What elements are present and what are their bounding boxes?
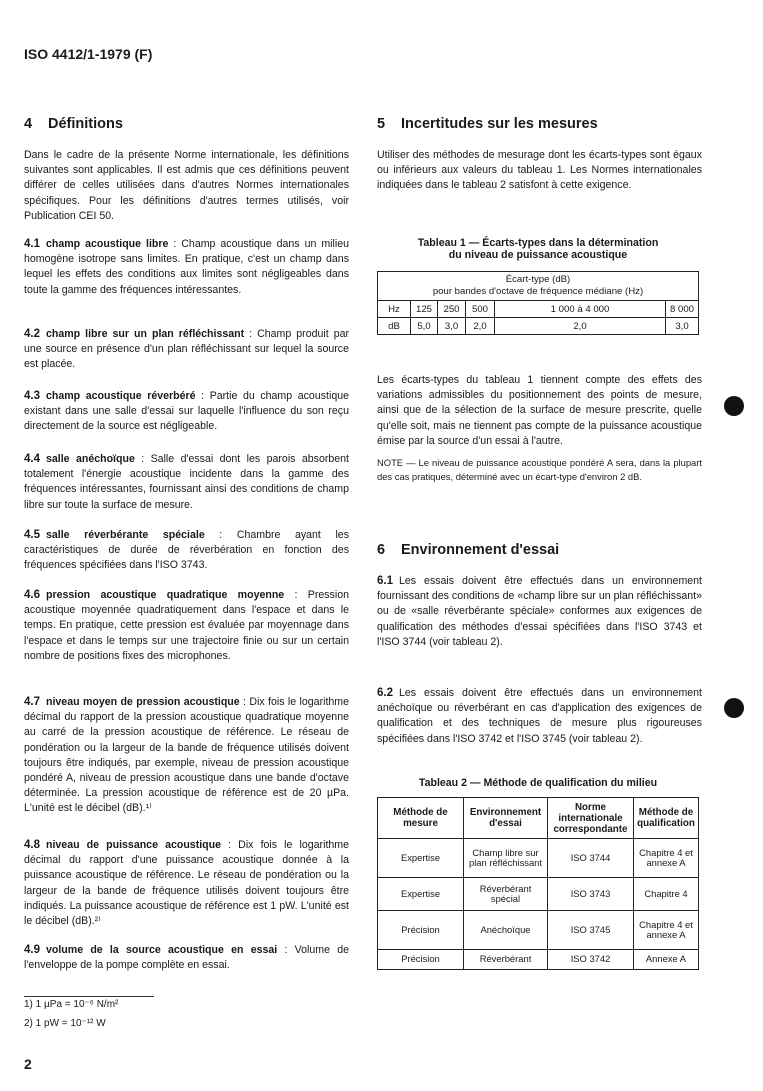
table-1-db-row [378,318,699,335]
section-6-title: Environnement d'essai [401,542,560,558]
definition-text: : Dix fois le logarithme décimal du rapport de la pression acoustique quadratique moyenne au carré de la pression acoustique de référence. Le réseau de pondération ou la largeur de la bande de fréquence utilisés doivent toujours être indiqués, par exemple, niveau de pression acoustique pondéré A, niveau de pression acoustique dans une bande d'octave déterminée. La pression acoustique de référence est de 20 µPa. L'unité est le décibel (dB).¹⁾ [24,696,350,815]
section-5-after-table: Les écarts-types du tableau 1 tiennent compte des effets des variations admissibles du positionnement des points de mesure, ainsi que de la sélection de la surface de mesure prescrite, quelle qu'elle soit, mais ne tiennent pas compte de la puissance acoustique émise par la source d'un essai à l'autre. [377,374,702,447]
definition-text: : Pression acoustique moyennée quadratiquement dans l'espace et dans le temps. En pratique, cette pression est évaluée par moyennage dans l'espace et dans le temps sur une trajectoire finie ou sur un certain nombre de positions fixes des microphones. [24,589,349,662]
table-1-hz-row [378,301,699,318]
definition-term: niveau moyen de pression acoustique [46,696,240,708]
table-header-cell: Environnement d'essai [464,798,548,839]
definition-4-5 [24,528,349,574]
table-1-caption [377,237,699,261]
paragraph-number: 6.1 [377,575,393,587]
table-cell: 2,0 [466,318,495,335]
definition-text: : Partie du champ acoustique existant dans une salle d'essai sur laquelle l'influence du son reçu directement de la source est négligeable. [24,390,349,433]
section-6-number: 6 [377,542,386,558]
table-header-cell: Norme internationale correspondante [548,798,634,839]
definition-term: champ acoustique réverbéré [46,390,196,402]
table-row [378,911,699,950]
definition-term: pression acoustique quadratique moyenne [46,589,285,601]
table-cell: Chapitre 4 et annexe A [634,839,699,878]
table-cell: ISO 3743 [548,878,634,911]
footnote-2: 2) 1 pW = 10⁻¹² W [24,1018,106,1029]
definition-4-8 [24,838,349,929]
table-cell: 8 000 [666,301,699,318]
table-1-header-line-2: pour bandes d'octave de fréquence médiane (Hz) [432,286,644,297]
table-cell: Précision [378,950,464,970]
table-1-caption-line-1: Tableau 1 — Écarts-types dans la détermination [417,237,659,249]
definition-term: salle anéchoïque [46,453,135,465]
definition-4-1 [24,237,349,298]
table-cell: 1 000 à 4 000 [495,301,666,318]
table-cell: Précision [378,911,464,950]
definition-number: 4.4 [24,453,40,465]
document-header: ISO 4412/1-1979 (F) [24,46,153,62]
paragraph-text: Les essais doivent être effectués dans un environnement anéchoïque ou réverbérant en cas d'application des exigences de qualification et des techniques de mesure plus rigoureuses spécifiées dans l'ISO 3742 et l'ISO 3745 (voir tableau 2). [377,687,702,745]
table-1-header-line-1: Écart-type (dB) [505,274,571,285]
table-cell: 3,0 [438,318,466,335]
table-2-caption: Tableau 2 — Méthode de qualification du milieu [418,777,658,789]
note-paragraph: NOTE — Le niveau de puissance acoustique pondéré A sera, dans la plupart des cas pratiques, déterminé avec un écart-type d'environ 2 dB. [377,457,702,482]
table-cell: ISO 3742 [548,950,634,970]
table-header-cell: Méthode de mesure [378,798,464,839]
table-1-header [378,272,699,301]
table-1 [377,271,699,335]
table-cell: 500 [466,301,495,318]
revision-mark-icon [724,396,744,416]
definition-term: volume de la source acoustique en essai [46,944,278,956]
paragraph-number: 6.2 [377,687,393,699]
section-4-heading [24,117,349,132]
definition-number: 4.3 [24,390,40,402]
footnote-1: 1) 1 µPa = 10⁻⁶ N/m² [24,999,119,1010]
footnote-separator [24,996,154,997]
table-row [378,839,699,878]
section-4-number: 4 [24,116,33,132]
paragraph-6-2 [377,686,702,747]
definition-term: niveau de puissance acoustique [46,839,221,851]
definition-number: 4.5 [24,529,40,541]
definition-number: 4.1 [24,238,40,250]
table-header-cell: Méthode de qualification [634,798,699,839]
table-cell: 2,0 [495,318,666,335]
table-cell: Anéchoïque [464,911,548,950]
definition-text: : Dix fois le logarithme décimal du rapport d'une puissance acoustique donnée à la puissance acoustique de référence. Le réseau de pondération ou la largeur de la bande de fréquence utilisés doivent toujours être indiqués. La puissance acoustique de référence est 1 pW. L'unité est le décibel (dB).²⁾ [24,839,349,928]
table-cell: Expertise [378,839,464,878]
definition-term: salle réverbérante spéciale [46,529,205,541]
table-cell: Chapitre 4 [634,878,699,911]
definition-text: : Salle d'essai dont les parois absorbent totalement l'énergie acoustique incidente dans la gamme des fréquences intéressantes, fournissant ainsi des conditions de champ libre sur toute la surface de mesure. [24,453,349,511]
table-1-caption-line-2: du niveau de puissance acoustique [448,249,628,261]
table-row [378,950,699,970]
table-2 [377,797,699,970]
table-cell: ISO 3744 [548,839,634,878]
section-4-title: Définitions [48,116,123,132]
table-cell: 5,0 [411,318,438,335]
table-cell: dB [378,318,411,335]
definition-4-4 [24,452,349,513]
definition-text: : Champ produit par une source en présence d'un plan réfléchissant sur lequel la source est placée. [24,328,350,371]
definition-text: : Volume de l'enveloppe de la pompe complète en essai. [24,944,349,972]
table-cell: Annexe A [634,950,699,970]
paragraph-text: Les essais doivent être effectués dans un environnement fournissant des conditions de «champ libre sur un plan réfléchissant» ou de «salle réverbérante spéciale» conformes aux exigences de qualification des méthodes d'essai spécifiées dans l'ISO 3743 et l'ISO 3744 (voir tableau 2). [377,575,702,648]
table-cell: Chapitre 4 et annexe A [634,911,699,950]
definition-text: : Champ acoustique dans un milieu homogène isotrope sans limites. En pratique, c'est un champ dans lequel les effets des conditions aux limites sont négligeables dans toute la gamme des fréquences intéressantes. [24,238,349,296]
definition-number: 4.8 [24,839,40,851]
section-5-title: Incertitudes sur les mesures [401,116,598,132]
definition-4-2 [24,327,349,373]
table-cell: 3,0 [666,318,699,335]
section-5-number: 5 [377,116,386,132]
section-6-heading [377,543,702,558]
definition-number: 4.7 [24,696,40,708]
definition-text: : Chambre ayant les caractéristiques de durée de réverbération en fonction des fréquences spécifiées dans l'ISO 3743. [24,529,349,572]
definition-number: 4.6 [24,589,40,601]
revision-mark-icon [724,698,744,718]
definition-4-6 [24,588,349,664]
table-cell: Réverbérant spécial [464,878,548,911]
table-2-header-row [378,798,699,839]
section-5-heading [377,117,702,132]
table-cell: Expertise [378,878,464,911]
definition-4-3 [24,389,349,435]
paragraph-6-1 [377,574,702,650]
definition-4-9 [24,943,349,973]
table-cell: 125 [411,301,438,318]
table-row [378,878,699,911]
table-cell: Hz [378,301,411,318]
section-4-intro: Dans le cadre de la présente Norme internationale, les définitions suivantes sont applicables. Il est admis que ces définitions peuvent différer de celles utilisées dans d'autres Normes internationales spécifiques. Pour les définitions d'autres termes utilisés, voir Publication CEI 50. [24,149,349,222]
table-cell: 250 [438,301,466,318]
definition-number: 4.9 [24,944,40,956]
definition-term: champ acoustique libre [46,238,169,250]
definition-number: 4.2 [24,328,40,340]
page-number: 2 [24,1056,32,1072]
table-cell: Champ libre sur plan réfléchissant [464,839,548,878]
table-cell: ISO 3745 [548,911,634,950]
definition-term: champ libre sur un plan réfléchissant [46,328,245,340]
section-5-text: Utiliser des méthodes de mesurage dont les écarts-types sont égaux ou inférieurs aux valeurs du tableau 1. Les Normes internationales indiquées dans le tableau 2 satisfont à cette exigence. [377,149,702,192]
definition-4-7 [24,695,349,817]
table-cell: Réverbérant [464,950,548,970]
